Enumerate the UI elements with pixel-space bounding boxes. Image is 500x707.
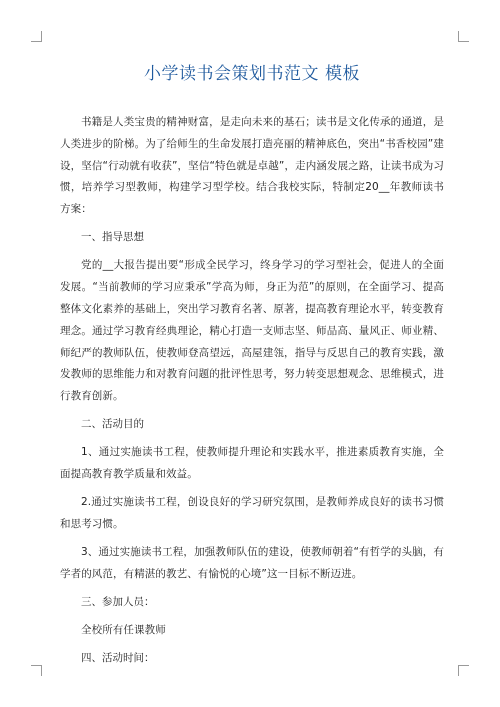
purpose-item-2: 2.通过实施读书工程，创设良好的学习研究氛围，是教师养成良好的读书习惯和思考习惯。 — [60, 496, 444, 531]
guiding-ideology-paragraph: 党的__大报告提出要“形成全民学习，终身学习的学习型社会，促进人的全面发展。“当前教师的学习应秉承”学高为师，身正为范”的原则，在全面学习、提高整体文化素养的基础上，突出学习教育名著、原著，提高教育理论水平，转变教育理念。通过学习教育经典理论，精心打造一支师志坚、师品高、量风正、师业精、师纪严的教师队伍，使教师登高望远，高屋建瓴，指导与反思自己的教育实践，激发教师的思维能力和对教育问题的批评性思考，努力转变思想观念、思维模式，进行教育创新。 — [60, 259, 444, 403]
document-title: 小学读书会策划书范文 模板 — [144, 64, 360, 84]
participants-paragraph: 全校所有任课教师 — [81, 624, 166, 637]
crop-mark-top-right — [458, 31, 469, 42]
document-page — [60, 62, 444, 676]
crop-mark-bottom-left — [31, 665, 42, 676]
crop-mark-bottom-right — [458, 665, 469, 676]
purpose-item-1: 1、通过实施读书工程，使教师提升理论和实践水平，推进素质教育实施，全面提高教育教学质量和效益。 — [60, 446, 444, 481]
section-heading-guiding-ideology: 一、指导思想 — [81, 231, 144, 244]
section-heading-purpose: 二、活动目的 — [81, 418, 144, 431]
intro-paragraph: 书籍是人类宝贵的精神财富，是走向未来的基石；读书是文化传承的通道，是人类进步的阶梯。为了给师生的生命发展打造亮丽的精神底色，突出“书香校园”建设，坚信“行动就有收获”，坚信“特色就是卓越”，走内涵发展之路，让读书成为习惯，培养学习型教师，构建学习型学校。结合我校实际，特制定20__年教师读书方案： — [60, 116, 444, 216]
purpose-item-3: 3、通过实施读书工程，加强教师队伍的建设，使教师朝着“有哲学的头脑，有学者的风范，有精湛的教艺、有愉悦的心境”这一目标不断迈进。 — [60, 546, 444, 580]
section-heading-participants: 三、参加人员： — [81, 596, 155, 609]
section-heading-activity-time: 四、活动时间： — [81, 652, 155, 665]
crop-mark-top-left — [31, 31, 42, 42]
